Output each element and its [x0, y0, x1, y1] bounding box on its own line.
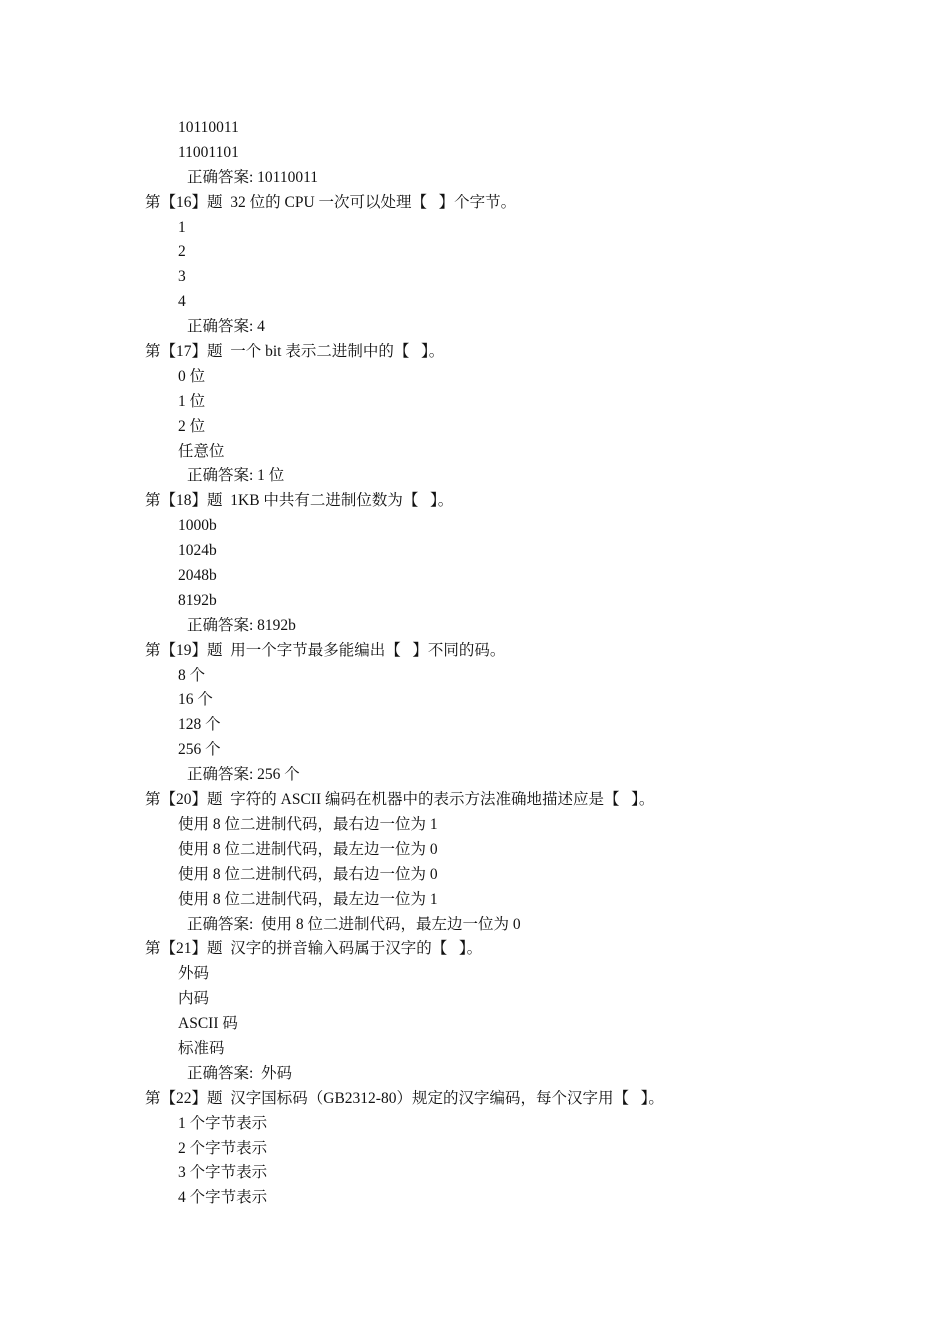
option-text: 2 个字节表示 — [178, 1139, 268, 1157]
option-text: 256 个 — [178, 741, 221, 759]
option-text: 1 个字节表示 — [178, 1114, 268, 1132]
option-text: 1 — [178, 218, 186, 236]
question-title: 第【20】题 字符的 ASCII 编码在机器中的表示方法准确地描述应是【 】。 — [145, 791, 655, 809]
option-text: 0 位 — [178, 367, 206, 385]
option-text: 16 个 — [178, 691, 213, 709]
option-text: 标准码 — [178, 1039, 225, 1057]
option-text: 1000b — [178, 517, 217, 535]
question-title: 第【19】题 用一个字节最多能编出【 】不同的码。 — [145, 641, 506, 659]
option-text: 2 位 — [178, 417, 206, 435]
correct-answer: 正确答案: 10110011 — [187, 168, 319, 186]
option-text: 使用 8 位二进制代码，最右边一位为 0 — [178, 865, 438, 883]
option-text: 外码 — [178, 965, 210, 983]
option-text: 4 — [178, 293, 186, 311]
document-page — [0, 116, 950, 1211]
question-title: 第【16】题 32 位的 CPU 一次可以处理【 】个字节。 — [145, 193, 517, 211]
option-text: 使用 8 位二进制代码，最左边一位为 1 — [178, 890, 438, 908]
option-text: 4 个字节表示 — [178, 1189, 268, 1207]
option-text: 128 个 — [178, 716, 221, 734]
option-text: 3 个字节表示 — [178, 1164, 268, 1182]
correct-answer: 正确答案: 256 个 — [187, 766, 300, 784]
option-text: 内码 — [178, 990, 210, 1008]
option-text: 1024b — [178, 542, 217, 560]
question-title: 第【21】题 汉字的拼音输入码属于汉字的【 】。 — [145, 940, 483, 958]
question-title: 第【18】题 1KB 中共有二进制位数为【 】。 — [145, 492, 454, 510]
question-title: 第【22】题 汉字国标码（GB2312-80）规定的汉字编码，每个汉字用【 】。 — [145, 1089, 664, 1107]
option-text: 11001101 — [178, 143, 239, 161]
option-text: 1 位 — [178, 392, 206, 410]
option-text: ASCII 码 — [178, 1015, 238, 1033]
correct-answer: 正确答案: 4 — [187, 318, 265, 336]
option-text: 任意位 — [178, 442, 225, 460]
option-text: 8 个 — [178, 666, 206, 684]
option-text: 3 — [178, 268, 186, 286]
question-title: 第【17】题 一个 bit 表示二进制中的【 】。 — [145, 343, 445, 361]
option-text: 2 — [178, 243, 186, 261]
option-text: 2048b — [178, 567, 217, 585]
option-text: 使用 8 位二进制代码，最右边一位为 1 — [178, 815, 438, 833]
correct-answer: 正确答案: 8192b — [187, 616, 296, 634]
correct-answer: 正确答案: 使用 8 位二进制代码，最左边一位为 0 — [187, 915, 521, 933]
correct-answer: 正确答案: 1 位 — [187, 467, 285, 485]
option-text: 8192b — [178, 591, 217, 609]
option-text: 使用 8 位二进制代码，最左边一位为 0 — [178, 840, 438, 858]
option-text: 10110011 — [178, 119, 239, 136]
correct-answer: 正确答案: 外码 — [187, 1064, 293, 1082]
